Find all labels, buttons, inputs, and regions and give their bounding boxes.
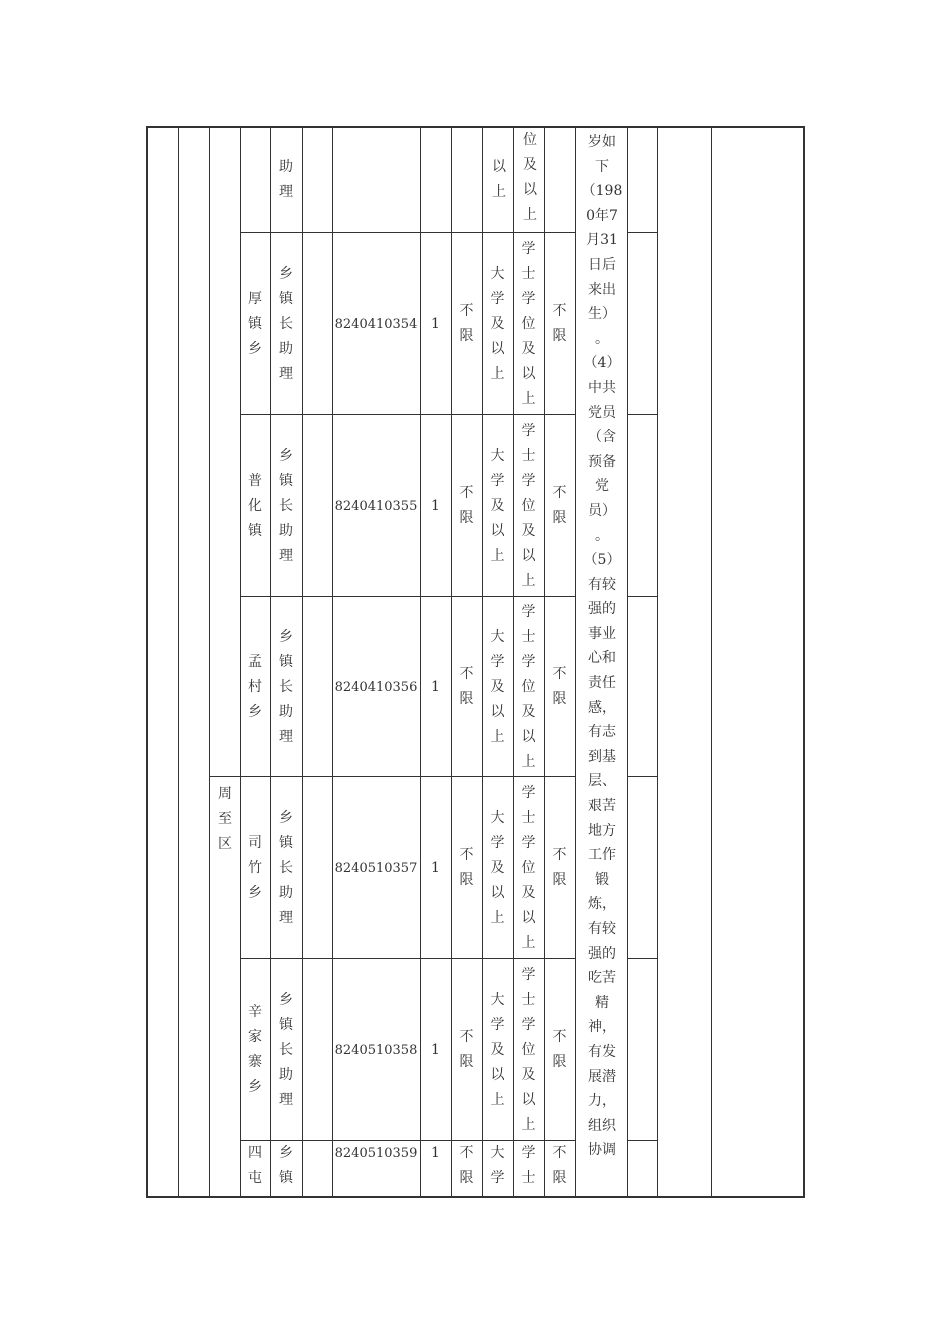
degree-char: 学: [521, 472, 536, 489]
education-char: 大: [490, 447, 505, 464]
other-char: 不: [552, 485, 567, 501]
unit-char: 村: [248, 678, 262, 695]
major-cell: [451, 597, 482, 777]
requirements-line: 强的: [588, 945, 616, 962]
education-char: 大: [490, 991, 505, 1008]
grid-hline: [627, 776, 657, 777]
headcount-cell: 1: [431, 1145, 440, 1161]
major-char: 不: [459, 847, 474, 863]
unit-char: 乡: [248, 1079, 262, 1095]
unit-cell: [240, 597, 270, 777]
requirements-line: 日后: [588, 256, 616, 273]
requirements-line: 岁如: [588, 134, 616, 150]
unit-char: 厚: [248, 290, 262, 307]
requirements-line: 力，: [588, 1093, 616, 1110]
other-char: 不: [552, 666, 567, 682]
position-char: 长: [279, 859, 293, 876]
other-cell: [544, 1141, 575, 1197]
grid-vline: [627, 126, 628, 1196]
other-char: 不: [552, 1145, 567, 1161]
degree-char: 以: [521, 547, 536, 564]
grid-vline: [302, 126, 303, 1196]
major-char: 限: [459, 1054, 474, 1070]
position-char: 乡: [279, 265, 293, 282]
grid-vline: [146, 126, 148, 1198]
education-char: 上: [490, 1091, 505, 1108]
major-char: 不: [459, 303, 474, 319]
degree-char: 士: [521, 628, 536, 645]
degree-char: 学: [521, 784, 536, 801]
education-char: 以: [490, 884, 505, 901]
position-char: 长: [279, 678, 293, 695]
education-cell: [482, 1141, 513, 1197]
unit-cell: [240, 959, 270, 1141]
requirements-line: 有较: [588, 921, 616, 937]
position-char: 助: [279, 884, 293, 901]
degree-continuation: 位 及 以 上: [523, 132, 537, 223]
position-code-cell: 8240410354: [334, 316, 418, 332]
education-char: 上: [490, 547, 505, 564]
position-char: 助: [279, 703, 293, 720]
education-char: 学: [490, 834, 505, 851]
major-char: 不: [459, 666, 474, 682]
major-cell: [451, 959, 482, 1141]
requirements-line: （含: [588, 429, 616, 446]
degree-char: 上: [521, 934, 536, 951]
major-char: 限: [459, 328, 474, 344]
requirements-line: 到基: [588, 748, 616, 765]
education-char: 以: [490, 703, 505, 720]
unit-char: 镇: [248, 522, 262, 539]
position-char: 镇: [279, 1170, 293, 1186]
education-char: 以: [490, 522, 505, 539]
grid-vline: [803, 126, 805, 1198]
degree-char: 士: [521, 265, 536, 282]
education-char: 大: [490, 265, 505, 282]
unit-char: 屯: [248, 1170, 262, 1186]
education-char: 大: [490, 809, 505, 826]
unit-char: 乡: [248, 703, 262, 720]
grid-hline: [627, 596, 657, 597]
education-char: 及: [490, 315, 505, 332]
other-char: 限: [552, 510, 567, 526]
requirements-line: 员）: [588, 502, 616, 519]
degree-char: 以: [521, 909, 536, 926]
position-code-cell: 8240510358: [334, 1042, 418, 1058]
other-cell: [544, 777, 575, 959]
degree-char: 位: [521, 1041, 536, 1058]
requirements-line: 精: [595, 994, 609, 1011]
major-char: 限: [459, 872, 474, 888]
requirements-cell: [578, 130, 626, 1163]
unit-char: 孟: [248, 653, 262, 670]
unit-char: 寨: [248, 1054, 262, 1070]
education-char: 上: [490, 365, 505, 382]
requirements-line: 锻: [595, 871, 609, 888]
grid-hline: [627, 414, 657, 415]
requirements-line: （4）: [583, 355, 621, 372]
position-code-cell: 8240410355: [334, 498, 418, 514]
district-label: 周 至 区: [218, 786, 232, 852]
requirements-line: 党员: [588, 404, 616, 421]
unit-cell: [240, 233, 270, 415]
degree-char: 以: [521, 1091, 536, 1108]
headcount-cell: 1: [431, 1041, 440, 1058]
requirements-line: 有志: [588, 724, 616, 741]
education-char: 学: [490, 472, 505, 489]
other-cell: [544, 233, 575, 415]
headcount-cell: 1: [431, 497, 440, 514]
position-char: 长: [279, 497, 293, 514]
grid-vline: [711, 126, 712, 1196]
other-cell: [544, 415, 575, 597]
grid-hline: [146, 126, 805, 128]
degree-cell: [513, 597, 544, 777]
position-char: 镇: [279, 472, 293, 489]
unit-char: 普: [248, 472, 262, 489]
requirements-line: 中共: [588, 379, 616, 396]
requirements-line: 协调: [588, 1142, 616, 1159]
degree-cell: [513, 777, 544, 959]
unit-char: 司: [248, 834, 262, 851]
degree-char: 学: [521, 422, 536, 439]
degree-char: 学: [521, 290, 536, 307]
requirements-line: 强的: [588, 601, 616, 618]
degree-char: 士: [521, 809, 536, 826]
requirements-line: 事业: [588, 625, 616, 642]
education-char: 上: [490, 728, 505, 745]
position-char: 理: [279, 1091, 293, 1108]
grid-vline: [209, 126, 210, 1196]
education-char: 学: [490, 1016, 505, 1033]
position-char: 乡: [279, 809, 293, 826]
degree-char: 士: [521, 991, 536, 1008]
degree-char: 上: [521, 753, 536, 770]
position-char: 镇: [279, 653, 293, 670]
major-cell: [451, 415, 482, 597]
degree-char: 及: [521, 522, 536, 539]
grid-hline: [627, 1140, 657, 1141]
requirements-line: （198: [581, 183, 623, 200]
degree-char: 位: [521, 678, 536, 695]
education-cell: [482, 777, 513, 959]
unit-char: 化: [248, 497, 262, 514]
degree-char: 以: [521, 365, 536, 382]
education-char: 以: [490, 1066, 505, 1083]
other-char: 不: [552, 303, 567, 319]
district-cell: [210, 782, 240, 852]
position-char: 乡: [279, 628, 293, 645]
requirements-line: 有较: [588, 576, 616, 593]
requirements-line: 组织: [588, 1117, 616, 1134]
degree-char: 上: [521, 1116, 536, 1133]
degree-char: 及: [521, 340, 536, 357]
requirements-line: 。: [595, 527, 609, 544]
position-continuation-cell: [271, 150, 301, 210]
requirements-line: 炼，: [588, 896, 616, 913]
requirements-line: 吃苦: [588, 970, 616, 987]
unit-cell: [240, 1141, 270, 1197]
major-cell: [451, 777, 482, 959]
unit-char: 家: [248, 1029, 262, 1045]
headcount-cell: 1: [431, 678, 440, 695]
other-char: 限: [552, 328, 567, 344]
major-char: 限: [459, 1170, 474, 1186]
education-cell: [482, 233, 513, 415]
education-cell: [482, 415, 513, 597]
education-char: 及: [490, 497, 505, 514]
position-cell: [270, 1141, 302, 1197]
major-char: 限: [459, 510, 474, 526]
education-cell: [482, 959, 513, 1141]
position-char: 理: [279, 909, 293, 926]
education-char: 学: [490, 653, 505, 670]
position-char: 乡: [279, 447, 293, 464]
unit-char: 辛: [248, 1004, 262, 1020]
requirements-line: 展潜: [588, 1068, 616, 1085]
requirements-line: 地方: [588, 822, 616, 839]
education-char: 大: [490, 628, 505, 645]
requirements-line: 。: [595, 330, 609, 347]
major-char: 限: [459, 691, 474, 707]
degree-char: 学: [521, 603, 536, 620]
requirements-line: 艰苦: [588, 798, 616, 815]
major-cell: [451, 233, 482, 415]
degree-cell: [513, 959, 544, 1141]
degree-char: 学: [521, 240, 536, 257]
position-cell: [270, 777, 302, 959]
degree-char: 及: [521, 703, 536, 720]
degree-char: 学: [521, 653, 536, 670]
position-char: 镇: [279, 290, 293, 307]
position-cell: [270, 415, 302, 597]
unit-cell: [240, 777, 270, 959]
position-char: 助: [279, 1066, 293, 1083]
degree-cell: [513, 1141, 544, 1197]
degree-cell: [513, 233, 544, 415]
other-cell: [544, 959, 575, 1141]
other-char: 限: [552, 691, 567, 707]
requirements-line: 0年7: [586, 207, 618, 224]
degree-char: 学: [521, 966, 536, 983]
requirements-line: 心和: [588, 650, 616, 667]
education-char: 及: [490, 1041, 505, 1058]
unit-cell: [240, 415, 270, 597]
headcount-cell: 1: [431, 859, 440, 876]
education-char: 上: [490, 909, 505, 926]
other-char: 不: [552, 847, 567, 863]
requirements-line: 责任: [588, 675, 616, 692]
position-char: 理: [279, 547, 293, 564]
position-code-cell: 8240510359: [334, 1146, 418, 1161]
requirements-line: 月31: [586, 232, 618, 249]
position-cell: [270, 959, 302, 1141]
grid-vline: [575, 126, 576, 1196]
other-char: 限: [552, 1054, 567, 1070]
degree-char: 及: [521, 1066, 536, 1083]
degree-char: 位: [521, 315, 536, 332]
degree-char: 上: [521, 390, 536, 407]
grid-vline: [657, 126, 658, 1196]
education-continuation: 以 上: [492, 159, 506, 200]
position-continuation: 助 理: [279, 159, 293, 200]
position-cell: [270, 597, 302, 777]
education-char: 学: [490, 1170, 505, 1186]
degree-char: 学: [521, 1016, 536, 1033]
requirements-line: 下: [595, 158, 609, 175]
degree-char: 学: [521, 1145, 536, 1161]
degree-char: 士: [521, 1170, 536, 1186]
degree-char: 及: [521, 884, 536, 901]
education-cell: [482, 597, 513, 777]
position-code-cell: 8240410356: [334, 679, 418, 695]
degree-char: 士: [521, 447, 536, 464]
requirements-line: 有发: [588, 1043, 616, 1060]
headcount-cell: 1: [431, 315, 440, 332]
requirements-line: 生）: [588, 306, 616, 323]
education-char: 及: [490, 678, 505, 695]
unit-char: 乡: [248, 340, 262, 357]
requirements-line: 工作: [588, 847, 616, 864]
position-char: 镇: [279, 834, 293, 851]
position-char: 助: [279, 340, 293, 357]
requirements-line: 层、: [588, 773, 616, 790]
position-cell: [270, 233, 302, 415]
position-code-cell: 8240510357: [334, 860, 418, 876]
education-char: 大: [490, 1145, 505, 1161]
position-char: 长: [279, 1041, 293, 1058]
position-char: 镇: [279, 1016, 293, 1033]
requirements-line: 神，: [588, 1019, 616, 1036]
requirements-line: 来出: [588, 281, 616, 298]
position-char: 理: [279, 365, 293, 382]
unit-char: 乡: [248, 884, 262, 901]
position-char: 长: [279, 315, 293, 332]
grid-vline: [178, 126, 179, 1196]
education-continuation-cell: [484, 150, 514, 210]
unit-char: 四: [248, 1145, 262, 1161]
unit-char: 竹: [248, 859, 262, 876]
major-cell: [451, 1141, 482, 1197]
major-char: 不: [459, 485, 474, 501]
grid-hline: [627, 958, 657, 959]
degree-char: 以: [521, 728, 536, 745]
degree-char: 位: [521, 497, 536, 514]
education-char: 学: [490, 290, 505, 307]
position-char: 乡: [279, 991, 293, 1008]
unit-char: 镇: [248, 315, 262, 332]
education-char: 及: [490, 859, 505, 876]
requirements-line: 感，: [588, 699, 616, 716]
requirements-line: （5）: [583, 552, 621, 569]
degree-char: 位: [521, 859, 536, 876]
requirements-line: 党: [595, 478, 609, 495]
degree-char: 上: [521, 572, 536, 589]
other-char: 限: [552, 872, 567, 888]
major-char: 不: [459, 1029, 474, 1045]
requirements-line: 预备: [588, 453, 616, 470]
other-cell: [544, 597, 575, 777]
degree-cell: [513, 415, 544, 597]
education-char: 以: [490, 340, 505, 357]
degree-continuation-cell: [515, 128, 545, 232]
position-char: 乡: [279, 1145, 293, 1161]
position-char: 理: [279, 728, 293, 745]
major-char: 不: [459, 1145, 474, 1161]
other-char: 限: [552, 1170, 567, 1186]
grid-hline: [627, 232, 657, 233]
degree-char: 学: [521, 834, 536, 851]
grid-hline: [209, 776, 240, 777]
other-char: 不: [552, 1029, 567, 1045]
position-char: 助: [279, 522, 293, 539]
